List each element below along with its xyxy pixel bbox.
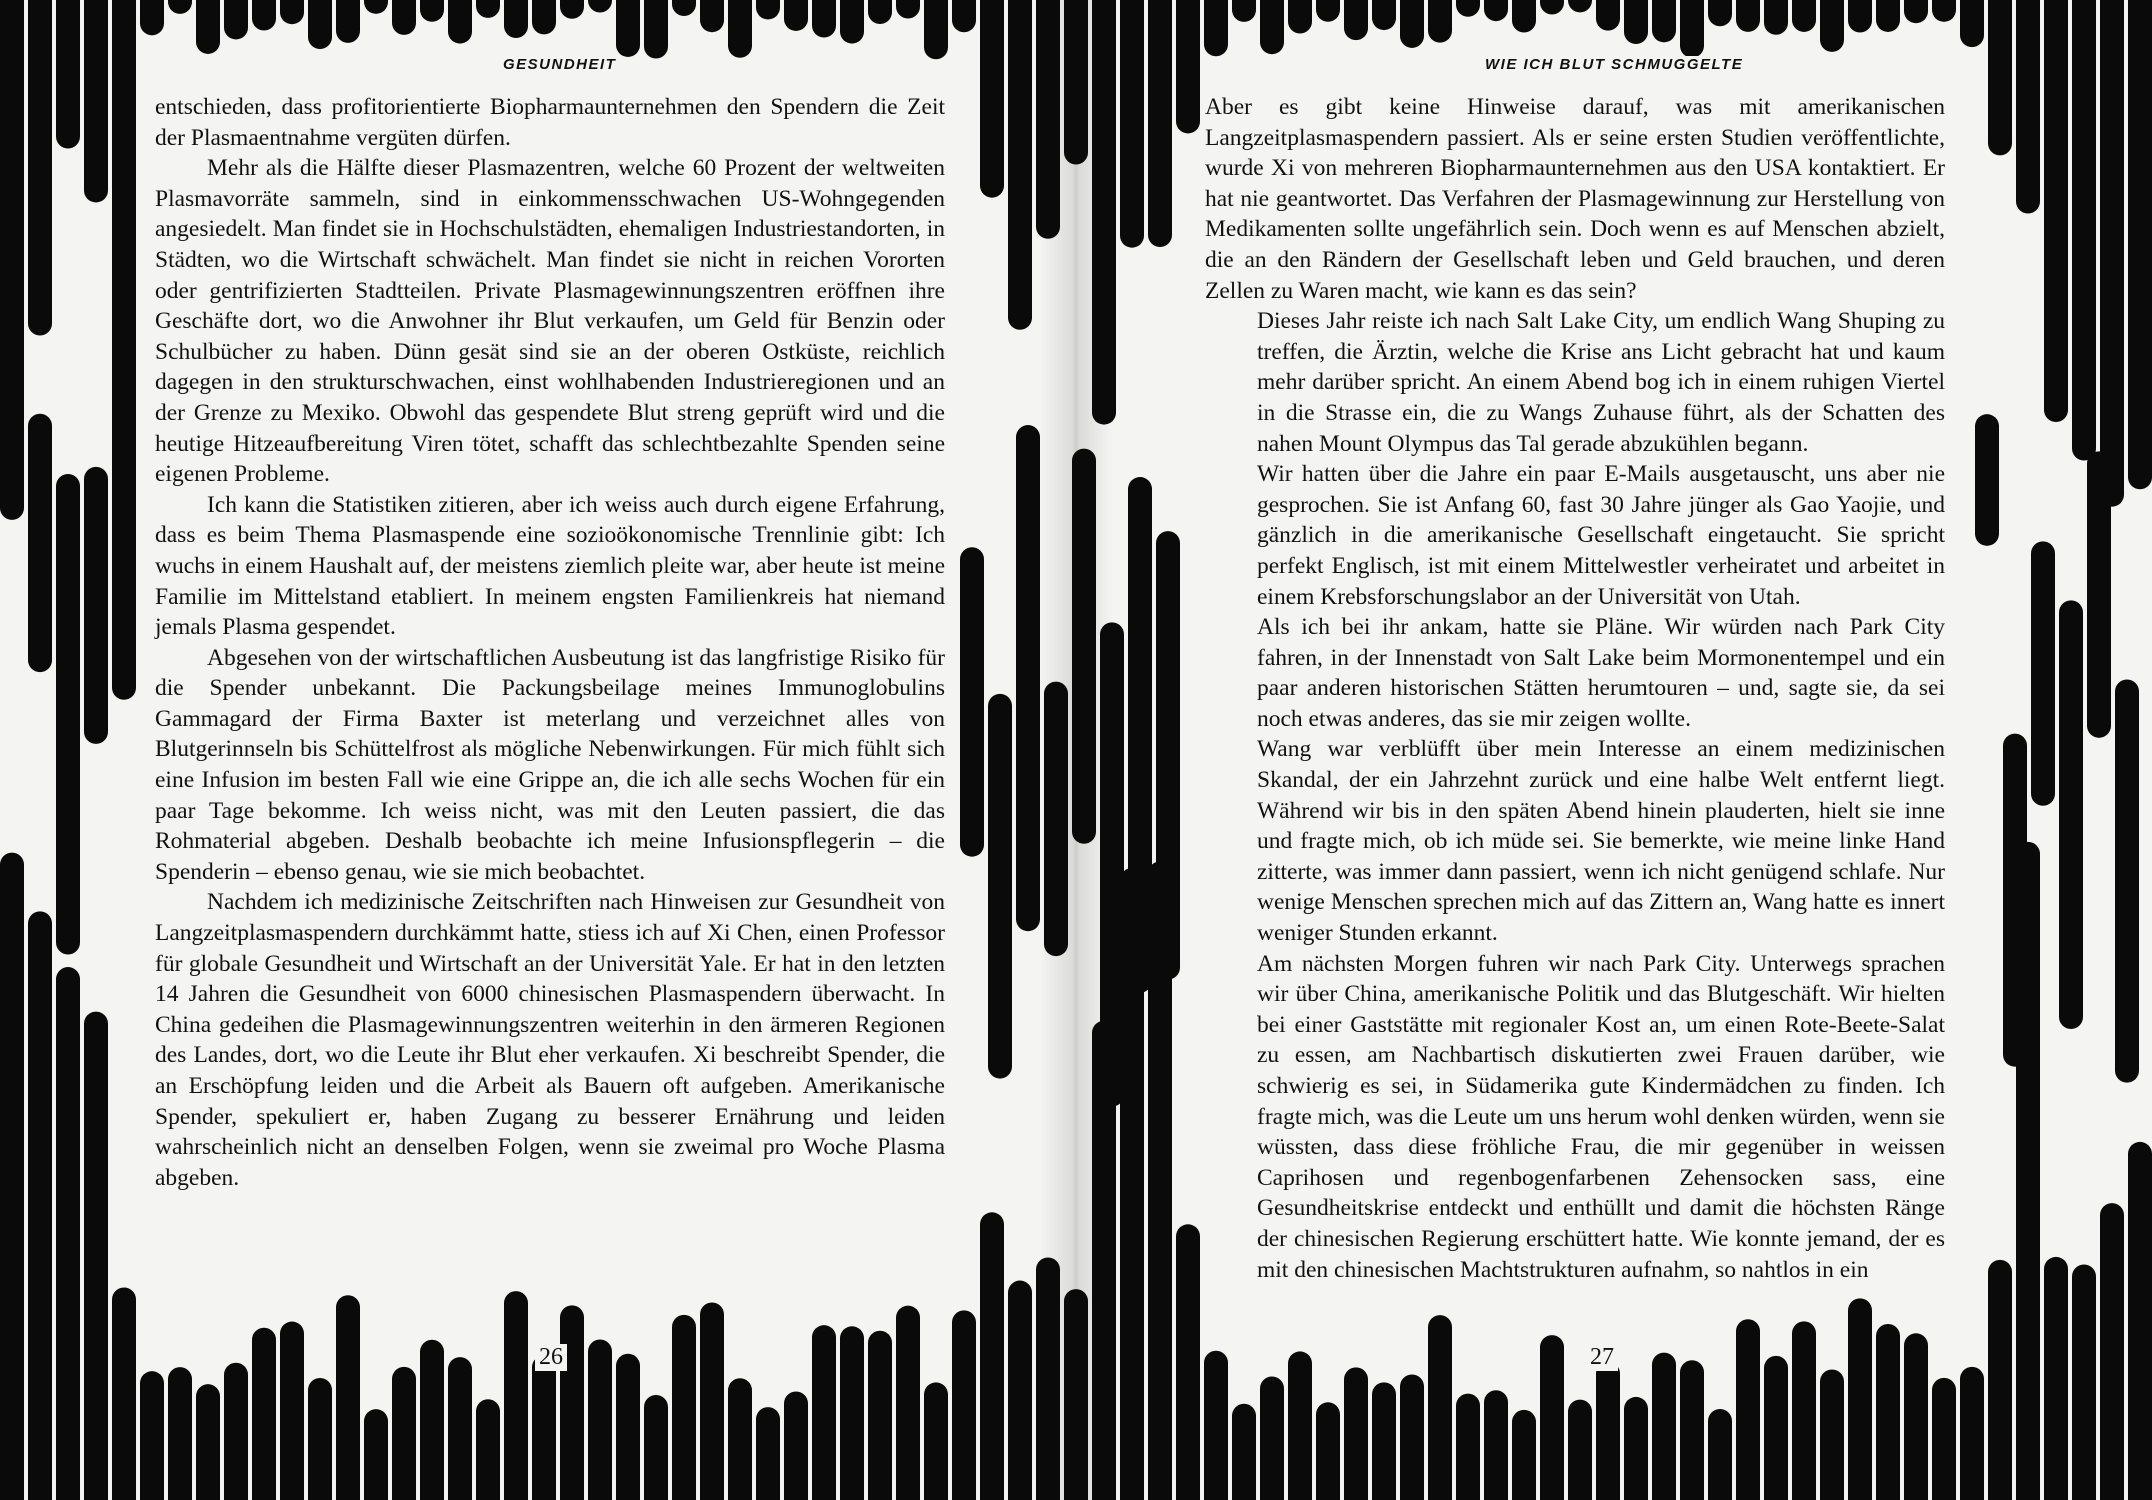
drip-bar <box>308 0 332 49</box>
drip-bar <box>1876 1324 1900 1500</box>
drip-bar <box>840 1326 864 1500</box>
drip-bar <box>336 0 360 43</box>
drip-bar <box>2003 734 2027 1067</box>
paragraph: Am nächsten Morgen fuhren wir nach Park City. Unterwegs sprachen wir über China, amerikanische Politik und das Blutgeschäft. Wir hielten bei einer Gaststätte mit regionaler Kost an, um einen Rote-Beete-Salat zu essen, am Nachbartisch diskutierten zwei Frauen darüber, wie schwierig es sei, in Südamerika gute Kindermädchen zu finden. Ich fragte mich, was die Leute um uns herum wohl denken würden, wenn sie wüssten, dass diese fröhliche Frau, die mir gegenüber in weissen Caprihosen und regenbogenfarbenen Zehensocken sass, eine Gesundheitskrise entdeckt und enthüllt und damit die höchsten Ränge der chinesischen Regierung erschüttert hatte. Wie konnte jemand, der es mit den chinesischen Machtstrukturen aufnahm, so nahtlos in ein <box>1257 950 1945 1283</box>
drip-bar <box>1680 1360 1704 1500</box>
drip-bar <box>1120 0 1144 248</box>
drip-bar <box>1036 0 1060 239</box>
drip-bar <box>1064 1289 1088 1500</box>
drip-bar <box>1960 0 1984 47</box>
drip-bar <box>1988 1260 2012 1500</box>
drip-bar <box>308 1378 332 1500</box>
drip-bar <box>1016 425 1040 931</box>
drip-bar <box>1204 1351 1228 1500</box>
drip-bar <box>392 1367 416 1500</box>
paragraph: entschieden, dass profitorientierte Biopharmaunternehmen den Spendern die Zeit der Plasmaentnahme vergüten dürfen. <box>155 94 945 151</box>
paragraph: Mehr als die Hälfte dieser Plasmazentren, welche 60 Prozent der weltweiten Plasmavorräte sammeln, sind in einkommensschwachen US-Wohngegenden angesiedelt. Man findet sie in Hochschulstädten, ehemaligen Industriestandorten, in Städten, wo die Wirtschaft schwächelt. Man findet sie nicht in reichen Vororten oder gentrifizierten Stadtteilen. Private Plasmagewinnungszentren eröffnen ihre Geschäfte dort, wo die Anwohner ihr Blut verkaufen, um Geld für Benzin oder Schulbücher zu haben. Dünn gesät sind sie an der oberen Ostküste, reichlich dagegen in den strukturschwachen, einst wohlhabenden Industrieregionen und an der Grenze zu Mexiko. Obwohl das gespendete Blut streng geprüft wird und die heutige Hitzeaufbereitung Viren tötet, schafft das schlechtbezahlte Spenden seine eigenen Probleme. <box>155 155 945 488</box>
drip-bar <box>2072 0 2096 461</box>
paragraph: Als ich bei ihr ankam, hatte sie Pläne. Wir würden nach Park City fahren, in der Innenstadt von Salt Lake beim Mormonentempel und ein paar anderen historischen Stätten herumtouren – und, sagte sie, da sei noch etwas anderes, das sie mir zeigen wollte. <box>1257 614 1945 732</box>
drip-bar <box>56 474 80 955</box>
drip-bar <box>1044 682 1068 957</box>
drip-bar <box>1512 1410 1536 1500</box>
drip-bar <box>616 1354 640 1500</box>
drip-bar <box>2059 600 2083 1029</box>
drip-bar <box>700 1302 724 1500</box>
drip-bar <box>1288 0 1312 34</box>
drip-bar <box>140 1371 164 1500</box>
drip-bar <box>896 0 920 19</box>
drip-bar <box>196 1384 220 1500</box>
drip-bar <box>1316 0 1340 22</box>
drip-bar <box>1316 1402 1340 1500</box>
drip-bar <box>1232 1404 1256 1500</box>
drip-bar <box>392 0 416 35</box>
drip-bar <box>756 0 780 19</box>
drip-bar <box>1484 1390 1508 1500</box>
drip-bar <box>1288 1351 1312 1500</box>
drip-bar <box>1372 1382 1396 1500</box>
drip-bar <box>2100 0 2124 507</box>
drip-bar <box>1975 414 1999 546</box>
paragraph: Wir hatten über die Jahre ein paar E-Mails ausgetauscht, uns aber nie gesprochen. Sie ist Anfang 60, fast 30 Jahre jünger als Gao Yaojie, und gänzlich in die amerikanische Gesellschaft eingetaucht. Sie spricht perfekt Englisch, ist mit einem Mittelwestler verheiratet und arbeitet in einem Krebsforschungslabor an der Universität von Utah. <box>1257 461 1945 610</box>
page-number-right: 27 <box>1586 1344 1618 1371</box>
drip-bar <box>448 0 472 44</box>
drip-bar <box>1092 0 1116 425</box>
paragraph: Wang war verblüfft über mein Interesse an einem medizinischen Skandal, der ein Jahrzehnt zurück und eine halbe Welt entfernt liegt. Während wir bis in den späten Abend hinein plauderten, hielt sie inne und fragte mich, ob ich müde sei. Sie bemerkte, wie meine linke Hand zitterte, was immer dann passiert, wenn ich nicht genügend schlafe. Nur wenige Menschen sprechen mich auf das Zittern an, Wang hatte es innert weniger Stunden erkannt. <box>1257 736 1945 947</box>
drip-bar <box>0 853 24 1500</box>
drip-bar <box>1624 0 1648 44</box>
drip-bar <box>2115 679 2139 1082</box>
drip-bar <box>1400 0 1424 48</box>
drip-bar <box>140 0 164 35</box>
drip-bar <box>1820 1369 1844 1500</box>
drip-bar <box>1428 1315 1452 1500</box>
drip-bar <box>504 1291 528 1500</box>
drip-bar <box>1596 0 1620 31</box>
drip-bar <box>364 0 388 14</box>
drip-bar <box>952 0 976 32</box>
drip-bar <box>1428 0 1452 43</box>
drip-bar <box>952 1310 976 1500</box>
drip-bar <box>1848 1298 1872 1500</box>
drip-bar <box>1008 0 1032 330</box>
drip-bar <box>1568 0 1592 12</box>
drip-bar <box>728 0 752 58</box>
drip-bar <box>644 0 668 58</box>
drip-bar <box>1232 0 1256 22</box>
drip-bar <box>1680 0 1704 58</box>
drip-bar <box>616 0 640 57</box>
paragraph: Nachdem ich medizinische Zeitschriften nach Hinweisen zur Gesundheit von Langzeitplasmaspendern durchkämmt hatte, stiess ich auf Xi Chen, einen Professor für globale Gesundheit und Wirtschaft an der Universität Yale. Er hat in den letzten 14 Jahren die Gesundheit von 6000 chinesischen Plasmaspendern überwacht. In China gedeihen die Plasmagewinnungszentren weiterhin in den ärmeren Regionen des Landes, dort, wo die Leute ihr Blut eher verkaufen. Xi beschreibt Spender, die an Erschöpfung leiden und die Arbeit als Bauern oft aufgeben. Amerikanische Spender, spekuliert er, haben Zugang zu besserer Ernährung und leiden wahrscheinlich nicht an denselben Folgen, wenn sie zweimal pro Woche Plasma abgeben. <box>155 889 945 1191</box>
paragraph: Aber es gibt keine Hinweise darauf, was mit amerikanischen Langzeitplasmaspendern passiert. Als er seine ersten Studien veröffentlichte, wurde Xi von mehreren Biopharmaunternehmen aus den USA kontaktiert. Er hat nie geantwortet. Das Verfahren der Plasmagewinnung zur Herstellung von Medikamenten sollte ungefährlich sein. Doch wenn es auf Menschen abzielt, die an den Rändern der Gesellschaft leben und Geld brauchen, und deren Zellen zu Waren macht, wie kann es das sein? <box>1205 94 1945 304</box>
drip-bar <box>988 694 1012 1079</box>
drip-bar <box>196 0 220 54</box>
drip-bar <box>2128 1142 2152 1500</box>
drip-bar <box>1736 1319 1760 1500</box>
drip-bar <box>868 0 892 24</box>
drip-bar <box>644 1395 668 1500</box>
drip-bar <box>476 0 500 18</box>
page-number-left: 26 <box>535 1344 567 1371</box>
drip-bar <box>252 1328 276 1500</box>
drip-bar <box>56 967 80 1500</box>
left-text-column <box>155 92 945 1193</box>
drip-bar <box>420 1340 444 1500</box>
drip-bar <box>2016 0 2040 214</box>
drip-bar <box>840 0 864 44</box>
drip-bar <box>1932 0 1956 22</box>
drip-bar <box>1512 0 1536 33</box>
drip-bar <box>960 547 984 857</box>
drip-bar <box>2044 0 2068 422</box>
drip-bar <box>1176 0 1200 133</box>
drip-bar <box>224 1363 248 1500</box>
drip-bar <box>672 1315 696 1500</box>
drip-bar <box>1792 0 1816 32</box>
drip-bar <box>1036 1257 1060 1500</box>
drip-bar <box>980 0 1004 198</box>
drip-bar <box>980 1212 1004 1500</box>
drip-bar <box>476 1399 500 1500</box>
drip-bar <box>784 1391 808 1500</box>
drip-bar <box>28 414 52 672</box>
drip-bar <box>84 1012 108 1500</box>
drip-bar <box>1764 0 1788 35</box>
drip-bar <box>168 1367 192 1500</box>
drip-bar <box>1904 1333 1928 1500</box>
drip-bar <box>1988 0 2012 155</box>
drip-bar <box>1764 1356 1788 1500</box>
drip-bar <box>924 0 948 59</box>
drip-bar <box>1708 1409 1732 1500</box>
drip-bar <box>2100 1203 2124 1500</box>
right-text-column <box>1205 92 1945 1285</box>
drip-bar <box>56 0 80 148</box>
drip-bar <box>84 0 108 202</box>
drip-bar <box>1456 1394 1480 1500</box>
drip-bar <box>1344 1367 1368 1500</box>
drip-bar <box>1064 0 1088 165</box>
drip-bar <box>1876 0 1900 32</box>
drip-bar <box>1540 0 1564 15</box>
drip-bar <box>504 0 528 38</box>
drip-bar <box>1344 0 1368 40</box>
drip-bar <box>1456 0 1480 17</box>
drip-bar <box>1904 0 1928 23</box>
drip-bar <box>2072 1264 2096 1500</box>
drip-bar <box>1260 1376 1284 1500</box>
drip-bar <box>1960 1367 1984 1500</box>
drip-bar <box>560 1305 584 1500</box>
drip-bar <box>532 0 556 34</box>
drip-bar <box>812 1325 836 1500</box>
drip-bar <box>1932 1378 1956 1500</box>
drip-bar <box>2044 1257 2068 1500</box>
drip-bar <box>1100 622 1124 1106</box>
paragraph: Dieses Jahr reiste ich nach Salt Lake City, um endlich Wang Shuping zu treffen, die Ärztin, welche die Krise ans Licht gebracht hat und kaum mehr darüber spricht. An einem Abend bog ich in einem ruhigen Viertel in die Strasse ein, die zu Wangs Zuhause führt, als der Schatten des nahen Mount Olympus das Tal gerade abzukühlen begann. <box>1257 308 1945 457</box>
drip-bar <box>420 0 444 22</box>
paragraph: Ich kann die Statistiken zitieren, aber ich weiss auch durch eigene Erfahrung, dass es beim Thema Plasmaspende eine sozioökonomische Trennlinie gibt: Ich wuchs in einem Haushalt auf, der meistens ziemlich pleite war, aber heute ist meine Familie im Mittelstand etabliert. In meinem engsten Familienkreis hat niemand jemals Plasma gespendet. <box>155 491 945 641</box>
drip-bar <box>784 0 808 31</box>
drip-bar <box>2143 181 2152 436</box>
drip-bar <box>1540 1335 1564 1500</box>
drip-bar <box>588 0 612 13</box>
drip-bar <box>1260 0 1284 54</box>
drip-bar <box>0 168 24 520</box>
drip-bar <box>364 1409 388 1500</box>
drip-bar <box>252 0 276 31</box>
drip-bar <box>896 1306 920 1500</box>
drip-bar <box>924 1382 948 1500</box>
drip-bar <box>700 0 724 32</box>
drip-bar <box>2087 451 2111 737</box>
drip-bar <box>1072 449 1096 844</box>
drip-bar <box>672 0 696 16</box>
running-head-right: WIE ICH BLUT SCHMUGGELTE <box>1482 56 1746 73</box>
drip-bar <box>532 1355 556 1500</box>
drip-bar <box>1848 0 1872 33</box>
drip-bar <box>728 1378 752 1500</box>
drip-bar <box>28 911 52 1500</box>
drip-bar <box>1008 1281 1032 1500</box>
drip-bar <box>112 1287 136 1500</box>
drip-bar <box>280 1322 304 1500</box>
drip-bar <box>1652 1353 1676 1500</box>
drip-bar <box>1736 0 1760 32</box>
drip-bar <box>868 1331 892 1500</box>
drip-bar <box>1148 0 1172 247</box>
drip-bar <box>1204 0 1228 56</box>
drip-bar <box>1820 0 1844 52</box>
drip-bar <box>336 1295 360 1500</box>
drip-bar <box>1128 477 1152 993</box>
drip-bar <box>1708 0 1732 26</box>
drip-bar <box>1568 1400 1592 1500</box>
drip-bar <box>560 0 584 19</box>
drip-bar <box>224 0 248 39</box>
drip-bar <box>28 0 52 336</box>
drip-bar <box>84 467 108 744</box>
drip-bar <box>812 0 836 38</box>
drip-bar <box>1792 1321 1816 1500</box>
drip-bar <box>1652 0 1676 42</box>
drip-bar <box>448 1357 472 1500</box>
drip-bar <box>756 1407 780 1500</box>
drip-bar <box>1484 0 1508 21</box>
drip-bar <box>2031 541 2055 805</box>
drip-bar <box>280 0 304 24</box>
drip-bar <box>1624 1397 1648 1500</box>
drip-bar <box>1372 0 1396 30</box>
drip-bar <box>1156 531 1180 979</box>
drip-bar <box>1400 1374 1424 1500</box>
drip-bar <box>588 1340 612 1500</box>
drip-bar <box>168 0 192 14</box>
running-head-left: GESUNDHEIT <box>500 56 619 73</box>
paragraph: Abgesehen von der wirtschaftlichen Ausbeutung ist das langfristige Risiko für die Spender unbekannt. Die Packungsbeilage meines Immunoglobulins Gammagard der Firma Baxter ist meterlang und verzeichnet alles von Blutgerinnseln bis Schüttelfrost als mögliche Nebenwirkungen. Für mich fühlt sich eine Infusion im besten Fall wie eine Grippe an, die ich alle sechs Wochen für ein paar Tage bekomme. Ich weiss nicht, was mit den Leuten passiert, die das Rohmaterial abgeben. Deshalb beobachte ich meine Infusionspflegerin – die Spenderin – ebenso genau, wie sie mich beobachtet. <box>155 644 945 885</box>
drip-bar <box>1596 1362 1620 1500</box>
drip-bar <box>112 222 136 700</box>
drip-bar <box>1176 1224 1200 1500</box>
